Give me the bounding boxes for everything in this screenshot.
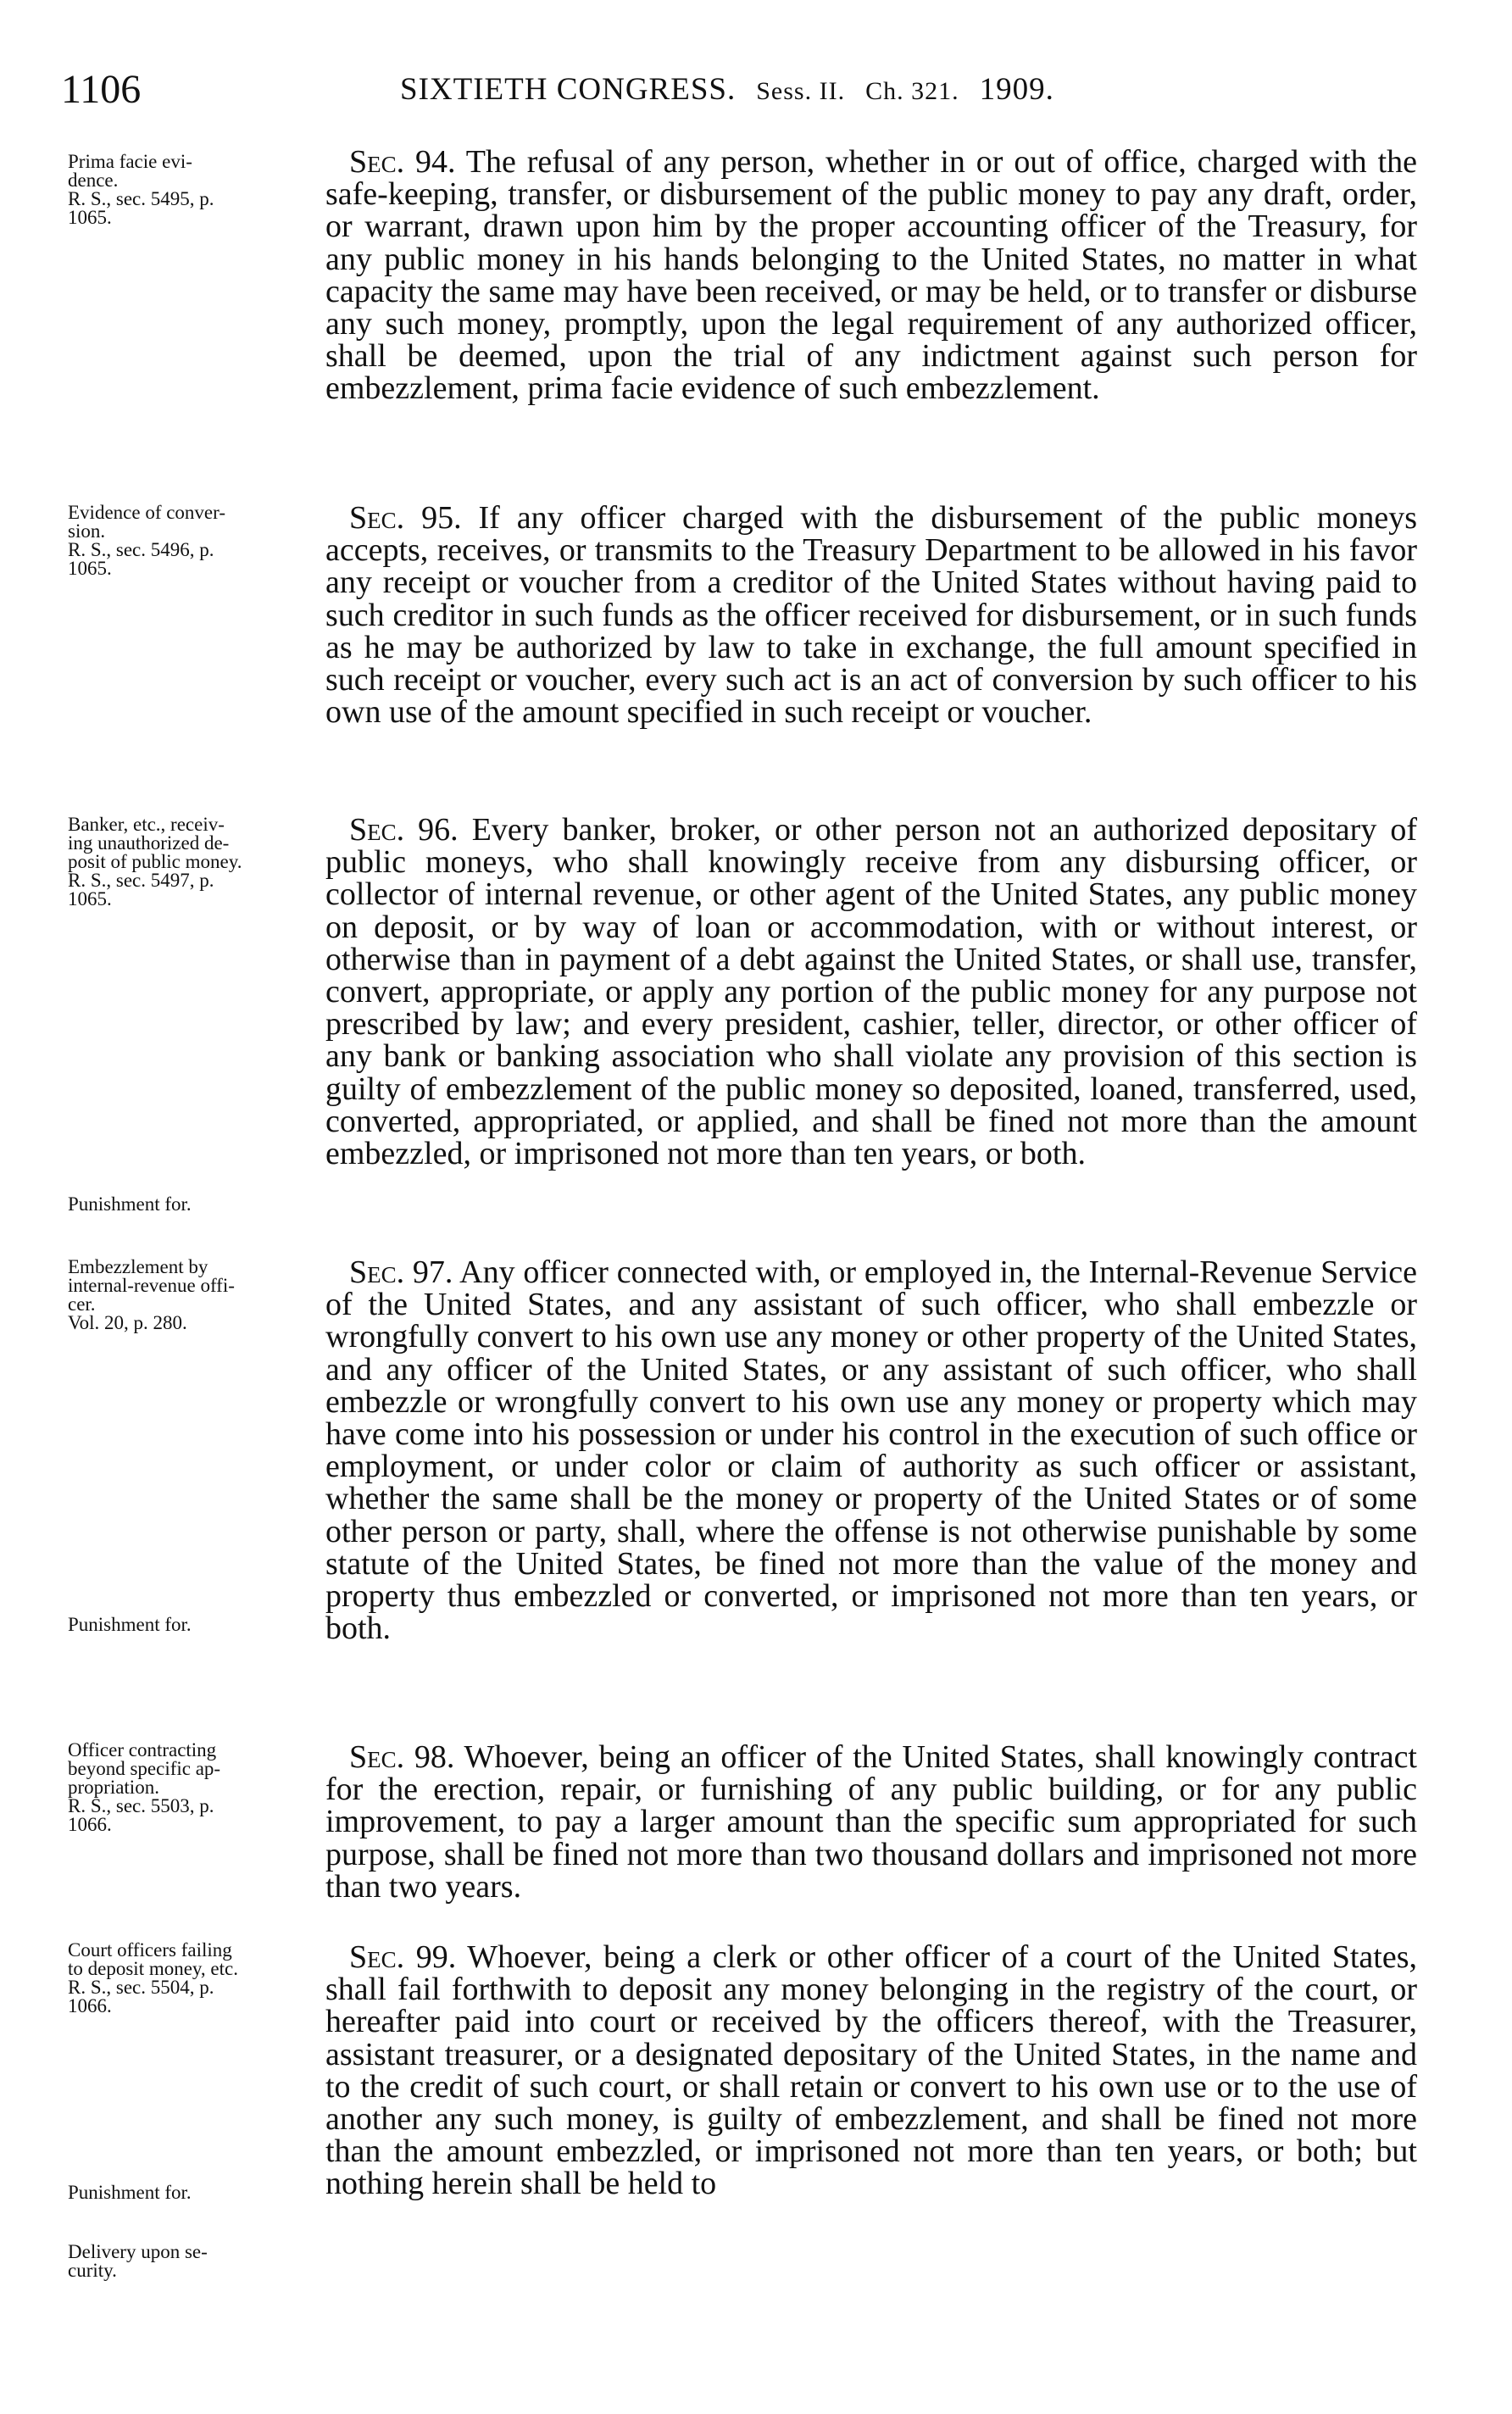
margin-note-title: Embezzlement by <box>68 1256 208 1277</box>
margin-note-title: Officer contracting <box>68 1739 217 1760</box>
margin-note-ref: 1065. <box>68 207 112 228</box>
margin-note-ref: Vol. 20, p. 280. <box>68 1312 187 1333</box>
running-head <box>400 71 1054 108</box>
margin-note-title: Banker, etc., receiv- <box>68 814 225 835</box>
session-label: Sess. II. <box>756 77 846 105</box>
section-text: The refusal of any person, whether in or out of office, charged with the safe-keeping, transfer, or disbursement of the public money to pay any draft, order, or warrant, drawn upon him by the proper accounting officer of the Treasury, for any public money in his hands belonging to the United States, no matter in what capacity the same may have been received, or may be held, or to transfer or disburse any such money, promptly, upon the legal requirement of any authorized officer, shall be deemed, upon the trial of any indictment against such person for embezzlement, prima facie evidence of such embezzlement. <box>325 144 1417 407</box>
margin-note-ref: 1066. <box>68 1995 112 2016</box>
section-label: Sec. 98. <box>349 1739 455 1775</box>
section-95 <box>325 500 1418 731</box>
section-text: Whoever, being an officer of the United States, shall knowingly contract for the erection, repair, or furnishing of any public building, or for any public improvement, to pay a larger amount than the specific sum appropriated for such purpose, shall be fined not more than two thousand dollars and imprisoned not more than two years. <box>325 1739 1417 1905</box>
section-94 <box>325 146 1417 405</box>
margin-note-ref: R. S., sec. 5496, p. <box>68 539 214 560</box>
margin-note-title: Evidence of conver- <box>68 502 225 523</box>
margin-note-punishment-sec99: Punishment for. <box>68 2182 192 2203</box>
section-text: If any officer charged with the disbursement of the public moneys accepts, receives, or transmits to the Treasury Department to be allowed in his favor any receipt or voucher from a creditor of the United States without having paid to such creditor in such funds as the officer received for disbursement, or in such funds as he may be authorized by law to take in exchange, the full amount specified in such receipt or voucher, every such act is an act of conversion by such officer to his own use of the amount specified in such receipt or voucher. <box>325 500 1418 731</box>
margin-note-title: cer. <box>68 1293 96 1315</box>
margin-note-title: propriation. <box>68 1777 159 1798</box>
section-label: Sec. 95. <box>349 500 462 536</box>
section-text: Any officer connected with, or employed in, the Internal-Revenue Service of the United States, and any assistant of such officer, who shall embezzle or wrongfully convert to his own use any money or other property of the United States, and any officer of the United States, or any assistant of such officer, who shall embezzle or wrongfully convert to his own use any money or property which may have come into his possession or under his control in the execution of such office or employment, or under color or claim of authority as such officer or assistant, whether the same shall be the money or property of the United States or of some other person or party, shall, where the offense is not otherwise punishable by some statute of the United States, be fined not more than the value of the money and property thus embezzled or converted, or imprisoned not more than ten years, or both. <box>325 1254 1418 1647</box>
section-99 <box>325 1941 1417 2200</box>
margin-note-title: dence. <box>68 170 119 191</box>
margin-note-title: to deposit money, etc. <box>68 1958 238 1979</box>
margin-note-sec99 <box>68 1941 322 2016</box>
margin-note-title: Prima facie evi- <box>68 151 192 172</box>
section-label: Sec. 96. <box>349 812 459 848</box>
section-label: Sec. 99. <box>349 1939 457 1975</box>
margin-note-ref: 1065. <box>68 558 112 579</box>
page-number: 1106 <box>61 67 142 112</box>
congress-title: SIXTIETH CONGRESS. <box>400 72 737 107</box>
margin-note-title: ing unauthorized de- <box>68 832 230 854</box>
margin-note-sec97 <box>68 1258 322 1332</box>
margin-note-delivery <box>68 2243 322 2280</box>
margin-note-sec96 <box>68 815 322 909</box>
margin-note-ref: R. S., sec. 5503, p. <box>68 1795 214 1816</box>
margin-note-title: posit of public money. <box>68 851 242 872</box>
margin-note-title: sion. <box>68 520 106 542</box>
margin-note-ref: 1066. <box>68 1814 112 1835</box>
section-98 <box>325 1741 1417 1903</box>
page-header <box>61 66 1417 120</box>
margin-note-sec95 <box>68 503 322 578</box>
margin-note-ref: 1065. <box>68 888 112 909</box>
margin-note-title: Delivery upon se- <box>68 2241 208 2262</box>
section-label: Sec. 97. <box>349 1254 453 1290</box>
section-text: Whoever, being a clerk or other officer of a court of the United States, shall fail forthwith to deposit any money belonging in the registry of the court, or hereafter paid into court or received by the officers thereof, with the Treasurer, assistant treasurer, or a designated depositary of the United States, in the name and to the credit of such court, or shall retain or convert to his own use or to the use of another any such money, is guilty of embezzlement, and shall be fined not more than the amount embezzled, or imprisoned not more than ten years, or both; but nothing herein shall be held to <box>325 1939 1417 2202</box>
chapter-label: Ch. 321. <box>865 77 959 105</box>
section-96 <box>325 814 1417 1170</box>
margin-note-title: beyond specific ap- <box>68 1758 221 1779</box>
section-97 <box>325 1254 1418 1647</box>
margin-note-sec94 <box>68 153 322 227</box>
margin-note-ref: R. S., sec. 5497, p. <box>68 870 214 891</box>
margin-note-ref: R. S., sec. 5504, p. <box>68 1977 214 1998</box>
section-label: Sec. 94. <box>349 144 456 180</box>
margin-note-title: Court officers failing <box>68 1939 232 1961</box>
margin-note-sec98 <box>68 1741 322 1834</box>
section-text: Every banker, broker, or other person not an authorized depositary of public moneys, who shall knowingly receive from any disbursing officer, or collector of internal revenue, or other agent of the United States, any public money on deposit, or by way of loan or accommodation, with or without interest, or otherwise than in payment of a debt against the United States, or shall use, transfer, convert, appropriate, or apply any portion of the public money for any purpose not prescribed by law; and every president, cashier, teller, director, or other officer of any bank or banking association who shall violate any provision of this section is guilty of embezzlement of the public money so deposited, loaned, transferred, used, converted, appropriated, or applied, and shall be fined not more than the amount embezzled, or imprisoned not more than ten years, or both. <box>325 812 1418 1172</box>
margin-note-punishment-sec97: Punishment for. <box>68 1614 192 1635</box>
margin-note-ref: R. S., sec. 5495, p. <box>68 188 214 209</box>
margin-note-punishment-sec96: Punishment for. <box>68 1193 192 1215</box>
margin-note-title: curity. <box>68 2260 117 2281</box>
margin-note-title: internal-revenue offi- <box>68 1275 235 1296</box>
year-label: 1909. <box>979 72 1054 107</box>
